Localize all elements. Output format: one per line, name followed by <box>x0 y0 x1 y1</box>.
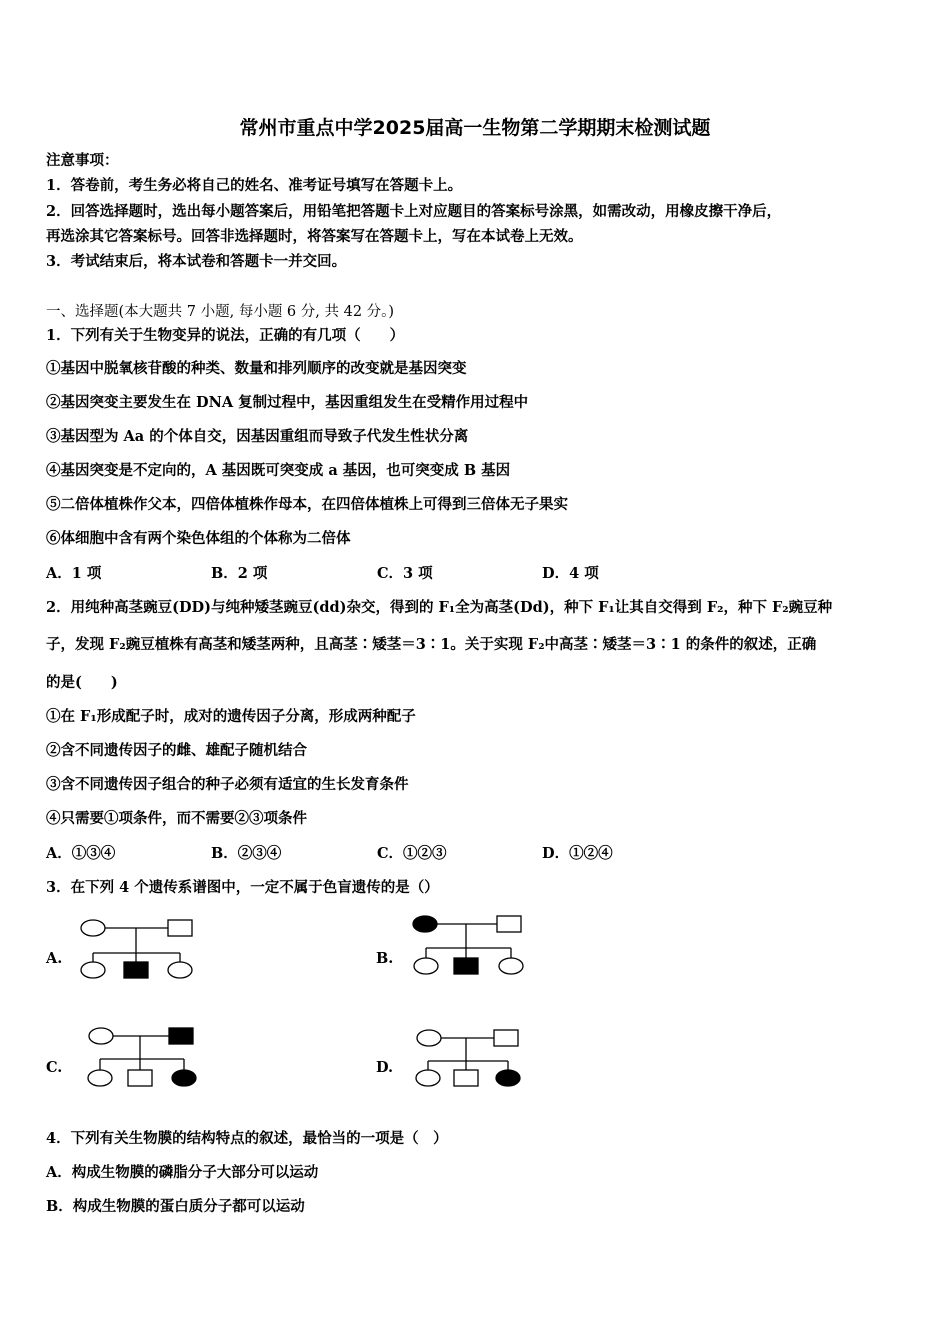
q1-statement: ⑤二倍体植株作父本，四倍体植株作母本，在四倍体植株上可得到三倍体无子果实 <box>46 496 568 513</box>
q1-statement: ⑥体细胞中含有两个染色体组的个体称为二倍体 <box>46 530 351 547</box>
child-female-normal <box>499 958 523 974</box>
notice-item: 2．回答选择题时，选出每小题答案后，用铅笔把答题卡上对应题目的答案标号涂黑，如需改动，用橡皮擦干净后， <box>46 203 782 220</box>
q2-option-a[interactable]: A．①③④ <box>46 845 116 862</box>
q4-option-a[interactable]: A．构成生物膜的磷脂分子大部分可以运动 <box>46 1164 319 1181</box>
notice-item: 3．考试结束后，将本试卷和答题卡一并交回。 <box>46 253 347 270</box>
q1-option-d[interactable]: D．4 项 <box>542 565 599 582</box>
q1-option-c[interactable]: C．3 项 <box>377 565 433 582</box>
q2-option-d[interactable]: D．①②④ <box>542 845 613 862</box>
q1-statement: ②基因突变主要发生在 DNA 复制过程中，基因重组发生在受精作用过程中 <box>46 394 529 411</box>
child-male-normal <box>128 1070 152 1086</box>
pedigree-label-b[interactable]: B. <box>376 950 394 967</box>
child-female-affected <box>496 1070 520 1086</box>
q2-option-c[interactable]: C．①②③ <box>377 845 447 862</box>
parent-male-affected <box>169 1028 193 1044</box>
parent-male-normal <box>168 920 192 936</box>
page-title: 常州市重点中学2025届高一生物第二学期期末检测试题 <box>239 117 711 139</box>
q1-option-b[interactable]: B．2 项 <box>211 565 268 582</box>
q3-stem: 3．在下列 4 个遗传系谱图中，一定不属于色盲遗传的是（） <box>46 879 439 896</box>
q2-option-b[interactable]: B．②③④ <box>211 845 282 862</box>
child-female-normal <box>416 1070 440 1086</box>
pedigree-d <box>412 1024 536 1096</box>
q1-stem: 1．下列有关于生物变异的说法，正确的有几项（ ） <box>46 327 405 344</box>
q2-statement: ①在 F₁形成配子时，成对的遗传因子分离，形成两种配子 <box>46 708 416 725</box>
pedigree-label-d[interactable]: D. <box>376 1059 394 1076</box>
q2-statement: ④只需要①项条件，而不需要②③项条件 <box>46 810 307 827</box>
q4-stem: 4．下列有关生物膜的结构特点的叙述，最恰当的一项是（ ） <box>46 1130 448 1147</box>
q1-option-a[interactable]: A．1 项 <box>46 565 102 582</box>
q2-statement: ③含不同遗传因子组合的种子必须有适宜的生长发育条件 <box>46 776 409 793</box>
child-female-affected <box>172 1070 196 1086</box>
parent-female-affected <box>413 916 437 932</box>
q2-statement: ②含不同遗传因子的雌、雄配子随机结合 <box>46 742 307 759</box>
child-female-normal <box>88 1070 112 1086</box>
q1-statement: ①基因中脱氧核苷酸的种类、数量和排列顺序的改变就是基因突变 <box>46 360 467 377</box>
notice-item: 1．答卷前，考生务必将自己的姓名、准考证号填写在答题卡上。 <box>46 177 463 194</box>
q2-stem-line: 2．用纯种高茎豌豆(DD)与纯种矮茎豌豆(dd)杂交，得到的 F₁全为高茎(Dd)，种下 F₁让其自交得到 F₂，种下 F₂豌豆种 <box>46 599 833 616</box>
child-male-affected <box>124 962 148 978</box>
parent-female-normal <box>81 920 105 936</box>
parent-female-normal <box>417 1030 441 1046</box>
notice-heading: 注意事项： <box>46 152 119 169</box>
parent-male-normal <box>494 1030 518 1046</box>
parent-male-normal <box>497 916 521 932</box>
pedigree-c <box>84 1022 208 1094</box>
section-heading: 一、选择题(本大题共 7 小题, 每小题 6 分, 共 42 分。) <box>46 304 395 320</box>
child-male-normal <box>454 1070 478 1086</box>
q4-option-b[interactable]: B．构成生物膜的蛋白质分子都可以运动 <box>46 1198 305 1215</box>
child-female-normal <box>414 958 438 974</box>
q1-statement: ④基因突变是不定向的，A 基因既可突变成 a 基因，也可突变成 B 基因 <box>46 462 511 479</box>
pedigree-label-c[interactable]: C. <box>46 1059 63 1076</box>
q2-stem-line: 子，发现 F₂豌豆植株有高茎和矮茎两种，且高茎∶矮茎＝3∶1。关于实现 F₂中高茎∶矮茎＝3∶1 的条件的叙述，正确 <box>46 636 817 653</box>
child-female-normal <box>168 962 192 978</box>
notice-item: 再选涂其它答案标号。回答非选择题时，将答案写在答题卡上，写在本试卷上无效。 <box>46 228 583 245</box>
pedigree-a <box>76 912 200 984</box>
child-female-normal <box>81 962 105 978</box>
pedigree-label-a[interactable]: A. <box>46 950 63 967</box>
q2-stem-line: 的是( ) <box>46 674 118 691</box>
q1-statement: ③基因型为 Aa 的个体自交，因基因重组而导致子代发生性状分离 <box>46 428 469 445</box>
pedigree-b <box>408 910 532 982</box>
child-male-affected <box>454 958 478 974</box>
parent-female-normal <box>89 1028 113 1044</box>
